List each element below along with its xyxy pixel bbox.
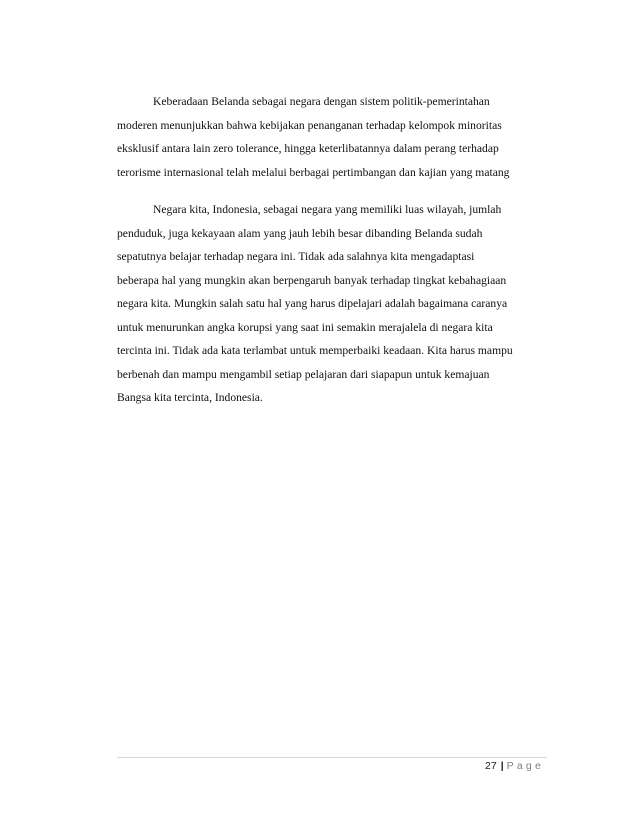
text-line: berbenah dan mampu mengambil setiap pelajaran dari siapapun untuk kemajuan xyxy=(117,367,490,381)
text-line: beberapa hal yang mungkin akan berpengaruh banyak terhadap tingkat kebahagiaan xyxy=(117,273,507,287)
footer-separator: | xyxy=(500,760,504,772)
text-line: tercinta ini. Tidak ada kata terlambat untuk memperbaiki keadaan. Kita harus mampu xyxy=(117,344,513,357)
paragraph-spacing xyxy=(117,184,547,198)
page-number: 27 xyxy=(485,760,497,772)
text-line: eksklusif antara lain zero tolerance, hingga keterlibatannya dalam perang terhadap xyxy=(117,142,499,155)
paragraph xyxy=(117,198,547,410)
text-line: penduduk, juga kekayaan alam yang jauh lebih besar dibanding Belanda sudah xyxy=(117,226,483,240)
text-line: sepatutnya belajar terhadap negara ini. Tidak ada salahnya kita mengadaptasi xyxy=(117,250,475,263)
text-line: negara kita. Mungkin salah satu hal yang harus dipelajari adalah bagaimana caranya xyxy=(117,297,508,310)
page-footer xyxy=(485,760,544,772)
text-line: Keberadaan Belanda sebagai negara dengan sistem politik-pemerintahan xyxy=(153,95,490,108)
page-label: Page xyxy=(506,760,544,772)
text-line: Bangsa kita tercinta, Indonesia. xyxy=(117,391,263,404)
text-line: Negara kita, Indonesia, sebagai negara yang memiliki luas wilayah, jumlah xyxy=(153,203,502,216)
text-line: terorisme internasional telah melalui berbagai pertimbangan dan kajian yang matang xyxy=(117,165,510,179)
text-line: moderen menunjukkan bahwa kebijakan penanganan terhadap kelompok minoritas xyxy=(117,118,502,132)
paragraph xyxy=(117,90,547,184)
footer-divider xyxy=(117,757,547,758)
body-text xyxy=(117,90,547,410)
text-line: untuk menurunkan angka korupsi yang saat ini semakin merajalela di negara kita xyxy=(117,320,493,334)
